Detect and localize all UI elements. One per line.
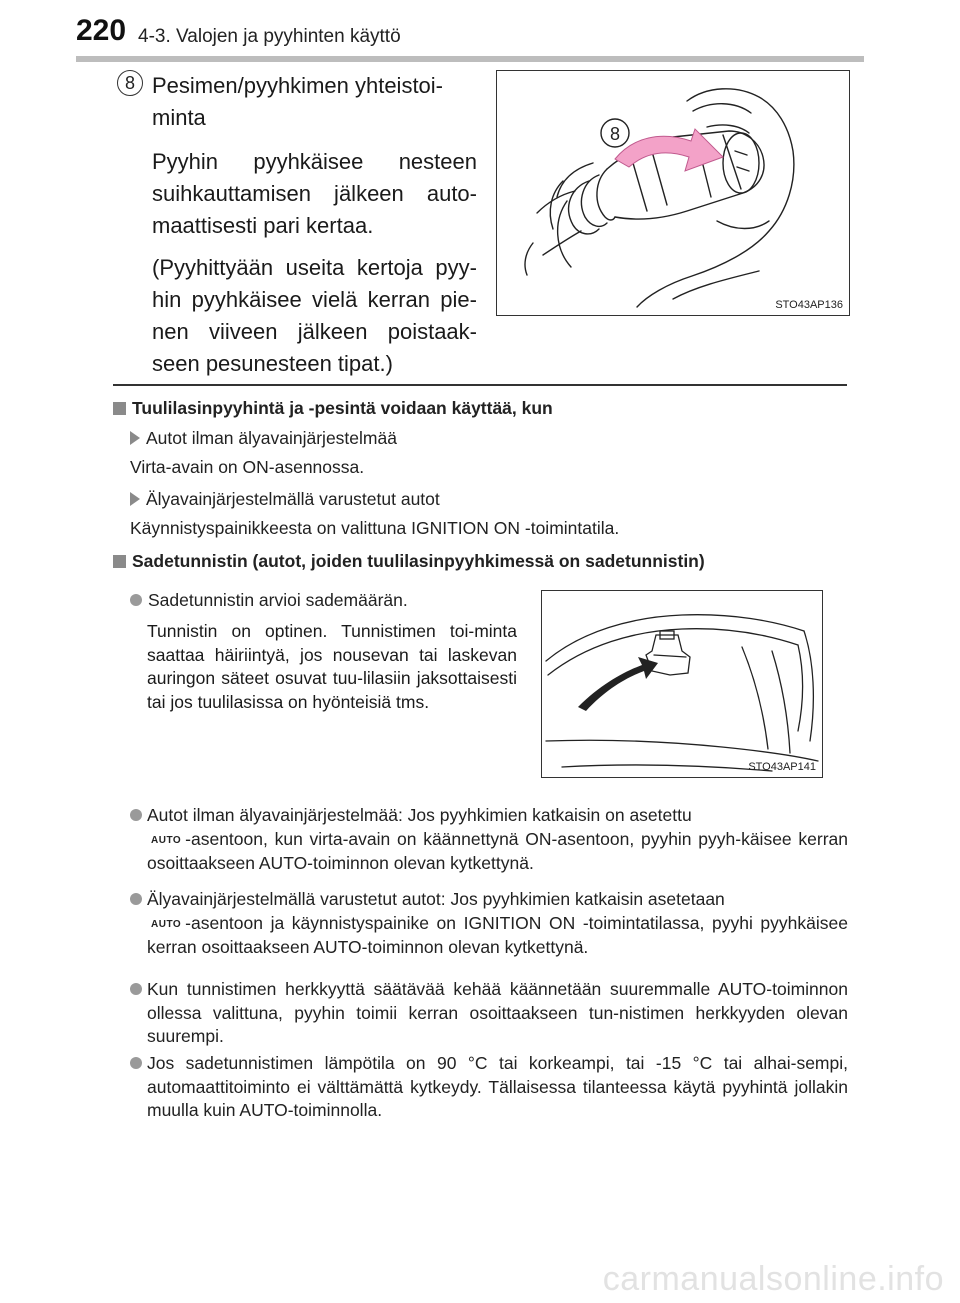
figure-code: STO43AP141 [748,761,816,773]
section1-sub2-title [130,489,440,510]
bullet3-text [147,888,848,960]
bullet1-title-text: Sadetunnistin arvioi sademäärän. [148,590,408,610]
item-number-badge: 8 [117,70,143,96]
bullet4-text: Kun tunnistimen herkkyyttä säätävää kehää käännetään suuremmalle AUTO-toiminnon ollessa valittuna, pyyhin toimii kerran osoittaakseen tun-nistimen herkkyyden olevan suurempi. [147,979,848,1046]
bullet3-before: Älyavainjärjestelmällä varustetut autot: Jos pyyhkimien katkaisin asetetaan [147,889,725,909]
sub1-title-text: Autot ilman älyavainjärjestelmää [146,428,397,448]
watermark: carmanualsonline.info [602,1260,944,1298]
section-divider [113,384,847,386]
figure-code: STO43AP136 [775,299,843,311]
wiper-callout-number: 8 [609,124,621,144]
section2-heading-text: Sadetunnistin (autot, joiden tuulilasinpyyhkimessä on sadetunnistin) [132,551,705,571]
bullet1-title [130,590,408,611]
item8-description: Pyyhin pyyhkäisee nesteen suihkauttamisen jälkeen auto-maattisesti pari kertaa. [152,149,477,238]
section1-heading [113,398,553,419]
section1-heading-text: Tuulilasinpyyhintä ja -pesintä voidaan käyttää, kun [132,398,553,418]
round-bullet-icon [130,809,142,821]
section2-heading [113,551,705,572]
bullet3-after: -asentoon ja käynnistyspainike on IGNITION ON -toimintatilassa, pyyhi pyyhkäisee kerran osoittaakseen AUTO-toiminnon olevan kytkettynä. [147,912,848,957]
square-bullet-icon [113,402,126,415]
section1-sub2-text: Käynnistyspainikkeesta on valittuna IGNITION ON -toimintatila. [130,518,620,538]
item8-title: Pesimen/pyyhkimen yhteistoi-minta [152,73,444,130]
bullet1-text: Tunnistin on optinen. Tunnistimen toi-minta saattaa häiriintyä, jos nousevan tai laskevan auringon säteet osuvat tuu-lilasiin jaksottaisesti tai jos tuulilasissa on hyönteisiä tms. [147,621,517,712]
bullet2-text [147,804,848,876]
triangle-bullet-icon [130,431,140,445]
sub2-title-text: Älyavainjärjestelmällä varustetut autot [146,489,440,509]
section1-sub1-title [130,428,397,449]
bullet2-after: -asentoon, kun virta-avain on käännettynä ON-asentoon, pyyhin pyyh-käisee kerran osoittaakseen AUTO-toiminnon olevan kytkettynä. [147,828,848,873]
bullet3 [130,888,848,960]
round-bullet-icon [130,893,142,905]
rain-sensor-figure [541,590,823,778]
page-number: 220 [76,14,127,47]
wiper-lever-figure [496,70,850,316]
item8-note: (Pyyhittyään useita kertoja pyy-hin pyyhkäisee vielä kerran pie-nen viiveen jälkeen poistaak-seen pesunesteen tipat.) [152,255,477,376]
section-title: 4-3. Valojen ja pyyhinten käyttö [138,26,401,47]
bullet2 [130,804,848,876]
bullet5-text: Jos sadetunnistimen lämpötila on 90 °C tai korkeampi, tai -15 °C tai alhai-sempi, automaattitoiminto ei välttämättä kytkeydy. Tällaisessa tilanteessa käytä pyyhintä jollakin muulla kuin AUTO-toiminnolla. [147,1053,848,1120]
item8-text-block [152,70,477,390]
round-bullet-icon [130,1057,142,1069]
section1-sub1-text: Virta-avain on ON-asennossa. [130,457,365,477]
triangle-bullet-icon [130,492,140,506]
bullet4 [130,978,848,1049]
auto-symbol-icon: AUTO [151,834,182,846]
wiper-lever-illustration [497,71,849,315]
header-rule [76,56,864,62]
auto-symbol-icon: AUTO [151,918,182,930]
bullet5 [130,1052,848,1123]
windshield-illustration [542,591,822,777]
round-bullet-icon [130,983,142,995]
square-bullet-icon [113,555,126,568]
bullet2-before: Autot ilman älyavainjärjestelmää: Jos pyyhkimien katkaisin on asetettu [147,805,692,825]
round-bullet-icon [130,594,142,606]
